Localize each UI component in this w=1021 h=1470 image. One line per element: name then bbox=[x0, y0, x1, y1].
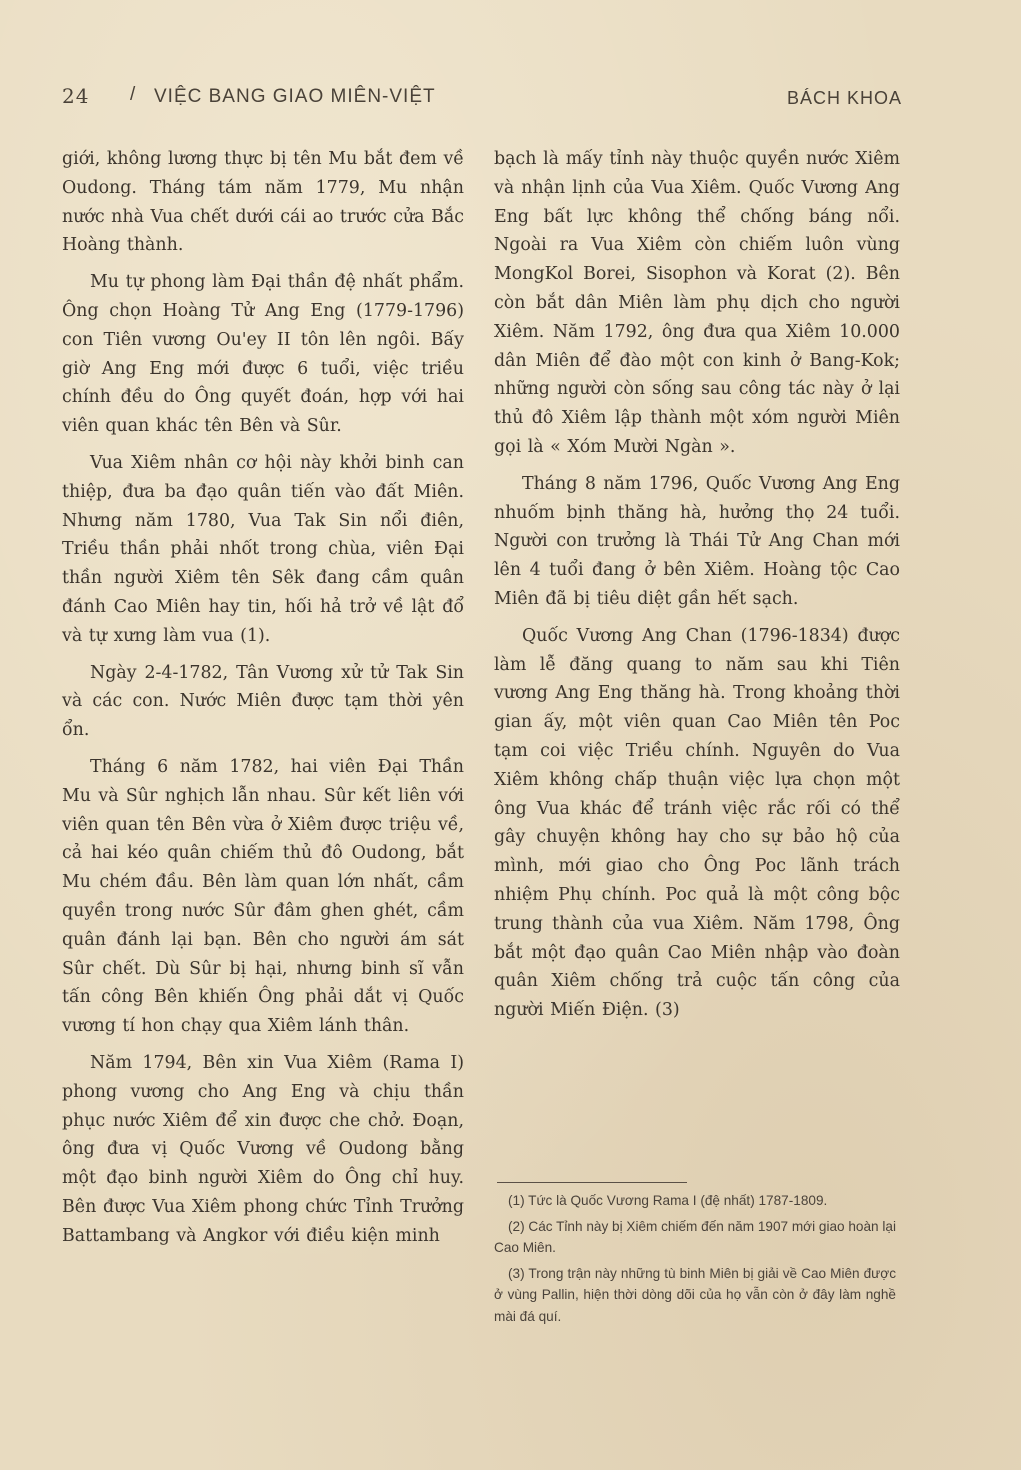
paragraph: Tháng 8 năm 1796, Quốc Vương Ang Eng nhuốm bịnh thăng hà, hưởng thọ 24 tuổi. Người con trưởng là Thái Tử Ang Chan mới lên 4 tuổi đang ở bên Xiêm. Hoàng tộc Cao Miên đã bị tiêu diệt gần hết sạch. bbox=[494, 473, 900, 609]
journal-name: BÁCH KHOA bbox=[786, 88, 902, 108]
page-number: 24 bbox=[62, 84, 90, 108]
running-title: VIỆC BANG GIAO MIÊN-VIỆT bbox=[154, 86, 436, 107]
paragraph: Mu tự phong làm Đại thần đệ nhất phẩm. Ông chọn Hoàng Tử Ang Eng (1779-1796) con Tiên vương Ou'ey II tôn lên ngôi. Bấy giờ Ang Eng mới được 6 tuổi, việc triều chính đều do Ông quyết đoán, hợp với hai viên quan khác tên Bên và Sûr. bbox=[62, 272, 464, 437]
footnote-divider bbox=[497, 1182, 687, 1183]
footnote: (2) Các Tỉnh này bị Xiêm chiếm đến năm 1907 mới giao hoàn lại Cao Miên. bbox=[494, 1218, 896, 1255]
paragraph: giới, không lương thực bị tên Mu bắt đem về Oudong. Tháng tám năm 1779, Mu nhận nước nhà Vua chết dưới cái ao trước cửa Bắc Hoàng thành. bbox=[62, 149, 464, 256]
page-header bbox=[62, 84, 902, 118]
paragraph: Năm 1794, Bên xin Vua Xiêm (Rama I) phong vương cho Ang Eng và chịu thần phục nước Xiêm để xin được che chở. Đoạn, ông đưa vị Quốc Vương về Oudong bằng một đạo binh người Xiêm do Ông chỉ huy. Bên được Vua Xiêm phong chức Tỉnh Trưởng Battambang và Angkor với điều kiện minh bbox=[62, 1052, 464, 1246]
paragraph: Tháng 6 năm 1782, hai viên Đại Thần Mu và Sûr nghịch lẫn nhau. Sûr kết liên với viên quan tên Bên vừa ở Xiêm được triệu về, cả hai kéo quân chiếm thủ đô Oudong, bắt Mu chém đầu. Bên làm quan lớn nhất, cầm quyền trong nước Sûr đâm ghen ghét, cầm quân đánh lại bạn. Bên cho người ám sát Sûr chết. Dù Sûr bị hại, nhưng binh sĩ vẫn tấn công Bên khiến Ông phải dắt vị Quốc vương tí hon chạy qua Xiêm lánh thân. bbox=[62, 756, 464, 1037]
paragraph: bạch là mấy tỉnh này thuộc quyền nước Xiêm và nhận lịnh của Vua Xiêm. Quốc Vương Ang Eng bất lực không thể chống báng nổi. Ngoài ra Vua Xiêm còn chiếm luôn vùng MongKol Borei, Sisophon và Korat (2). Bên còn bắt dân Miên làm phụ dịch cho người Xiêm. Năm 1792, ông đưa qua Xiêm 10.000 dân Miên để đào một con kinh ở Bang-Kok; những người còn sống sau công tác này ở lại thủ đô Xiêm lập thành một xóm người Miên gọi là « Xóm Mười Ngàn ». bbox=[494, 149, 900, 457]
paragraph: Vua Xiêm nhân cơ hội này khởi binh can thiệp, đưa ba đạo quân tiến vào đất Miên. Nhưng năm 1780, Vua Tak Sin nổi điên, Triều thần phải nhốt trong chùa, viên Đại thần người Xiêm tên Sêk đang cầm quân đánh Cao Miên hay tin, hối hả trở về lật đổ và tự xưng làm vua (1). bbox=[62, 452, 464, 646]
paragraph: Quốc Vương Ang Chan (1796-1834) được làm lễ đăng quang to năm sau khi Tiên vương Ang Eng thăng hà. Trong khoảng thời gian ấy, một viên quan Cao Miên tên Poc tạm coi việc Triều chính. Nguyên do Vua Xiêm không chấp thuận việc lựa chọn một ông Vua khác để tránh việc rắc rối có thể gây chuyện không hay cho sự bảo hộ của mình, mới giao cho Ông Poc lãnh trách nhiệm Phụ chính. Poc quả là một công bộc trung thành của vua Xiêm. Năm 1798, Ông bắt một đạo quân Cao Miên nhập vào đoàn quân Xiêm chống trả cuộc tấn công của người Miến Điện. (3) bbox=[494, 625, 900, 1021]
footnotes bbox=[494, 1190, 896, 1331]
paragraph: Ngày 2-4-1782, Tân Vương xử tử Tak Sin và các con. Nước Miên được tạm thời yên ổn. bbox=[62, 662, 464, 741]
footnote: (3) Trong trận này những tù binh Miên bị giải về Cao Miên được ở vùng Pallin, hiện thời dòng dõi của họ vẫn còn ở đây làm nghề mài đá quí. bbox=[494, 1265, 896, 1324]
header-separator: / bbox=[130, 84, 137, 105]
footnote: (1) Tức là Quốc Vương Rama I (đệ nhất) 1787-1809. bbox=[508, 1193, 828, 1208]
right-column bbox=[494, 145, 900, 1033]
left-column bbox=[62, 145, 464, 1258]
